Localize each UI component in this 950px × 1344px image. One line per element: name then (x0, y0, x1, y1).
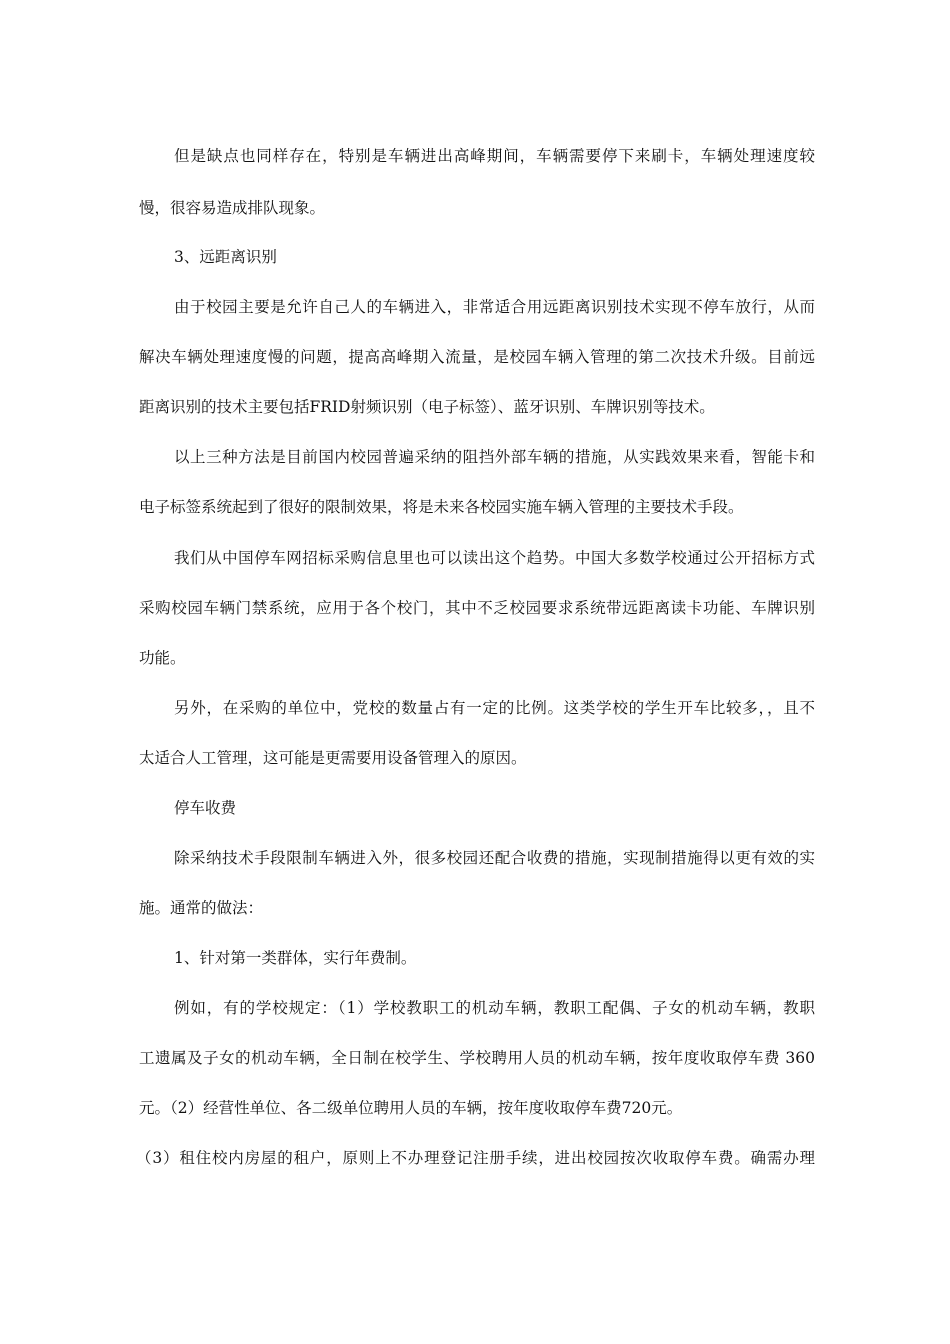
paragraph-line: 功能。 (139, 649, 186, 667)
section-heading: 3、远距离识别 (174, 248, 277, 266)
paragraph-line: 施。通常的做法： (139, 899, 264, 917)
paragraph-line: 但是缺点也同样存在，特别是车辆进出高峰期间，车辆需要停下来刷卡，车辆处理速度较 (174, 147, 815, 165)
paragraph-line: 我们从中国停车网招标采购信息里也可以读出这个趋势。中国大多数学校通过公开招标方式 (174, 549, 815, 567)
paragraph-line: （3）租住校内房屋的租户，原则上不办理登记注册手续，进出校园按次收取停车费。确需办理 (136, 1149, 815, 1167)
paragraph-line: 由于校园主要是允许自己人的车辆进入，非常适合用远距离识别技术实现不停车放行，从而 (174, 298, 815, 316)
section-heading: 停车收费 (174, 799, 237, 817)
paragraph-line: 例如，有的学校规定：（1）学校教职工的机动车辆，教职工配偶、子女的机动车辆，教职 (174, 999, 815, 1017)
paragraph-line: 元。（2）经营性单位、各二级单位聘用人员的车辆，按年度收取停车费720元。 (139, 1099, 683, 1117)
paragraph-line: 另外，在采购的单位中，党校的数量占有一定的比例。这类学校的学生开车比较多，，且不 (174, 699, 815, 717)
paragraph-line: 以上三种方法是目前国内校园普遍采纳的阻挡外部车辆的措施，从实践效果来看，智能卡和 (174, 448, 815, 466)
paragraph-line: 采购校园车辆门禁系统，应用于各个校门，其中不乏校园要求系统带远距离读卡功能、车牌识别 (139, 599, 815, 617)
paragraph-line: 太适合人工管理，这可能是更需要用设备管理入的原因。 (139, 749, 527, 767)
paragraph-line: 电子标签系统起到了很好的限制效果，将是未来各校园实施车辆入管理的主要技术手段。 (139, 498, 744, 516)
paragraph-line: 慢，很容易造成排队现象。 (139, 199, 326, 217)
paragraph-line: 距离识别的技术主要包括FRID射频识别（电子标签）、蓝牙识别、车牌识别等技术。 (139, 398, 715, 416)
paragraph-line: 除采纳技术手段限制车辆进入外，很多校园还配合收费的措施，实现制措施得以更有效的实 (174, 849, 815, 867)
paragraph-line: 工遗属及子女的机动车辆，全日制在校学生、学校聘用人员的机动车辆，按年度收取停车费 360 (139, 1049, 815, 1067)
paragraph-line: 1、针对第一类群体，实行年费制。 (174, 949, 417, 967)
paragraph-line: 解决车辆处理速度慢的问题，提高高峰期入流量，是校园车辆入管理的第二次技术升级。目前远 (139, 348, 815, 366)
